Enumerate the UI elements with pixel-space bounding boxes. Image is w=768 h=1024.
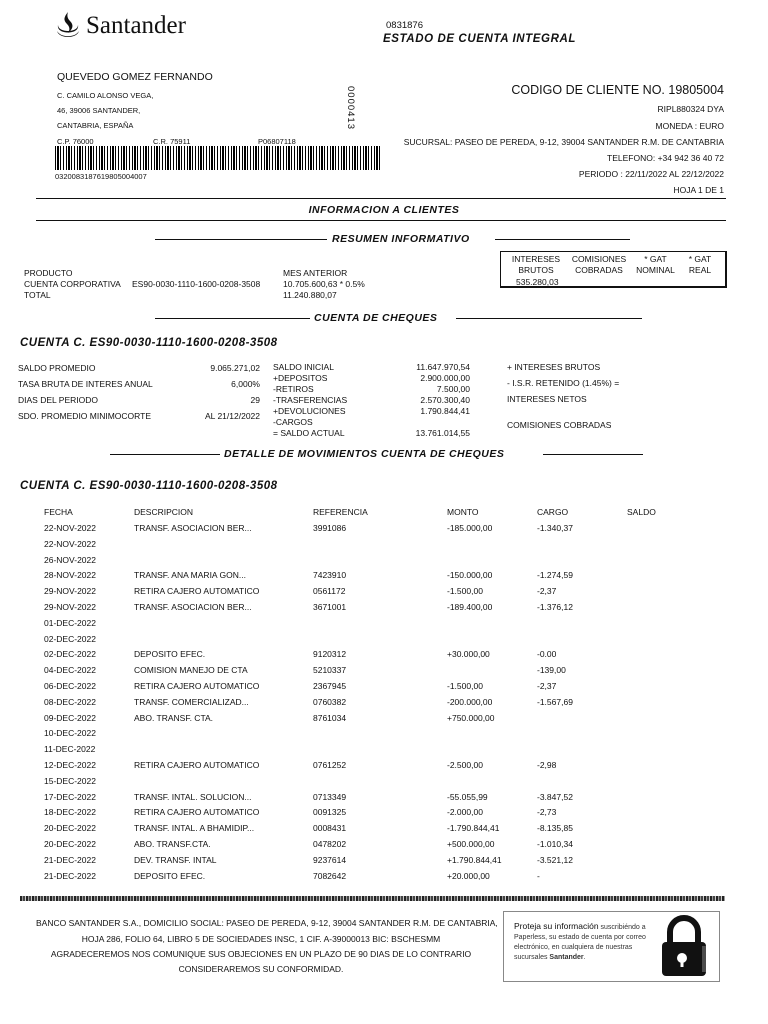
box-intereses-value: 535.280,03 <box>516 277 559 287</box>
balance-value: 2.900.000,00 <box>420 373 470 383</box>
table-row <box>0 697 768 713</box>
monto-cell: -1.500,00 <box>447 586 483 597</box>
stat-label: SALDO PROMEDIO <box>18 363 96 373</box>
promo-bold: Proteja su información <box>514 921 599 931</box>
right-intereses-netos: INTERESES NETOS <box>507 394 587 404</box>
table-row <box>0 555 768 571</box>
fecha-cell: 12-DEC-2022 <box>44 760 96 770</box>
table-row <box>0 839 768 855</box>
referencia-cell: 0478202 <box>313 839 347 849</box>
balance-value: 13.761.014,55 <box>415 428 470 438</box>
descripcion-cell: TRANSF. INTAL. A BHAMIDIP... <box>134 823 255 834</box>
promo-rest: suscribiéndo a Paperless, su estado de cuenta por correo electrónico, en cualquiera de nuestras sucursales <box>514 924 646 961</box>
table-row <box>0 792 768 808</box>
cargo-cell: -8.135,85 <box>537 823 573 834</box>
descripcion-cell: TRANSF. ASOCIACION BER... <box>134 602 252 612</box>
descripcion-cell: COMISION MANEJO DE CTA <box>134 665 248 676</box>
cargo-cell: -3.521,12 <box>537 854 573 865</box>
descripcion-cell: RETIRA CAJERO AUTOMATICO <box>134 807 260 818</box>
header-cargo: CARGO <box>537 507 569 517</box>
monto-cell: -185.000,00 <box>447 523 493 533</box>
descripcion-cell: ABO. TRANSF.CTA. <box>134 839 211 849</box>
table-row <box>0 776 768 792</box>
header-referencia: REFERENCIA <box>313 507 368 517</box>
descripcion-cell: DEPOSITO EFEC. <box>134 649 206 660</box>
monto-cell: -1.500,00 <box>447 681 483 691</box>
table-row <box>0 681 768 697</box>
cargo-cell: -2,98 <box>537 760 557 770</box>
stat-label: TASA BRUTA DE INTERES ANUAL <box>18 379 153 389</box>
monto-cell: +1.790.844,41 <box>447 854 502 865</box>
monto-cell: +20.000,00 <box>447 870 490 881</box>
cargo-cell: -1.010,34 <box>537 839 573 849</box>
mes-anterior-label: MES ANTERIOR <box>283 268 348 278</box>
box-header-comisiones: COMISIONES COBRADAS <box>571 254 627 275</box>
table-row <box>0 823 768 839</box>
document-title: ESTADO DE CUENTA INTEGRAL <box>383 33 577 45</box>
promo-brand: Santander <box>549 954 584 961</box>
santander-logo-text: Santander <box>86 12 186 39</box>
fecha-cell: 29-NOV-2022 <box>44 602 96 612</box>
fecha-cell: 08-DEC-2022 <box>44 696 96 707</box>
cuenta-number: ES90-0030-1110-1600-0208-3508 <box>132 279 261 289</box>
balance-label: = SALDO ACTUAL <box>273 428 345 438</box>
customer-name: QUEVEDO GOMEZ FERNANDO <box>57 71 213 83</box>
monto-cell: -189.400,00 <box>447 602 493 612</box>
header-descripcion: DESCRIPCION <box>134 507 194 517</box>
customer-address-line1: C. CAMILO ALONSO VEGA, <box>57 91 154 100</box>
right-comisiones-cobradas: COMISIONES COBRADAS <box>507 420 612 430</box>
footer-line4: CONSIDERAREMOS SU CONFORMIDAD. <box>178 964 344 974</box>
referencia-cell: 0713349 <box>313 791 347 802</box>
fecha-cell: 15-DEC-2022 <box>44 775 96 786</box>
table-row <box>0 871 768 887</box>
monto-cell: -150.000,00 <box>447 570 493 581</box>
fecha-cell: 17-DEC-2022 <box>44 791 96 802</box>
monto-cell: +500.000,00 <box>447 839 495 849</box>
table-row <box>0 760 768 776</box>
barcode-number: 0320083187619805004007 <box>55 172 147 181</box>
fecha-cell: 29-NOV-2022 <box>44 586 96 597</box>
cr-code: C.R. 75911 <box>153 137 191 146</box>
cargo-cell: - <box>537 870 540 881</box>
monto-cell: -2.500,00 <box>447 760 483 770</box>
divider <box>155 239 327 240</box>
table-row <box>0 539 768 555</box>
stat-value: 6,000% <box>231 379 260 389</box>
descripcion-cell: RETIRA CAJERO AUTOMATICO <box>134 586 260 597</box>
referencia-cell: 7082642 <box>313 870 347 881</box>
referencia-cell: 5210337 <box>313 665 347 676</box>
descripcion-cell: TRANSF. ANA MARIA GON... <box>134 570 246 581</box>
rfc: RIPL880324 DYA <box>657 104 724 114</box>
descripcion-cell: TRANSF. INTAL. SOLUCION... <box>134 791 252 802</box>
descripcion-cell: TRANSF. COMERCIALIZAD... <box>134 696 249 707</box>
document-number: 0831876 <box>386 20 423 31</box>
footer-line1: BANCO SANTANDER S.A., DOMICILIO SOCIAL: PASEO DE PEREDA, 9-12, 39004 SANTANDER R.M. DE CANTABRIA, <box>36 918 498 928</box>
balance-label: -RETIROS <box>273 384 314 394</box>
table-row <box>0 713 768 729</box>
footer-line3: AGRADECEREMOS NOS COMUNIQUE SUS OBJECIONES EN UN PLAZO DE 90 DIAS DE LO CONTRARIO <box>50 949 472 959</box>
box-header-gat-real: * GAT REAL <box>688 254 712 275</box>
cargo-cell: -3.847,52 <box>537 791 573 802</box>
vertical-document-code: 0000413 <box>345 86 356 130</box>
divider <box>456 318 642 319</box>
fecha-cell: 02-DEC-2022 <box>44 633 96 644</box>
balance-label: +DEPOSITOS <box>273 373 328 383</box>
fecha-cell: 21-DEC-2022 <box>44 870 96 881</box>
santander-flame-icon <box>55 11 81 39</box>
monto-cell: -2.000,00 <box>447 807 483 818</box>
total-value: 11.240.880,07 <box>283 290 337 300</box>
balance-label: -TRASFERENCIAS <box>273 395 348 405</box>
fecha-cell: 28-NOV-2022 <box>44 570 96 581</box>
fecha-cell: 22-NOV-2022 <box>44 523 96 533</box>
cargo-cell: -139,00 <box>537 665 566 676</box>
box-header-intereses: INTERESES BRUTOS <box>511 254 561 275</box>
page-number: HOJA 1 DE 1 <box>673 185 724 195</box>
cargo-cell: -1.567,69 <box>537 696 573 707</box>
table-row <box>0 744 768 760</box>
referencia-cell: 9237614 <box>313 854 347 865</box>
divider <box>155 318 310 319</box>
referencia-cell: 9120312 <box>313 649 347 660</box>
balance-value: 11.647.970,54 <box>416 362 470 372</box>
fecha-cell: 20-DEC-2022 <box>44 839 96 849</box>
branch: SUCURSAL: PASEO DE PEREDA, 9-12, 39004 SANTANDER R.M. DE CANTABRIA <box>403 137 724 147</box>
referencia-cell: 0760382 <box>313 696 347 707</box>
fecha-cell: 26-NOV-2022 <box>44 554 96 565</box>
fecha-cell: 10-DEC-2022 <box>44 728 96 739</box>
cargo-cell: -1.274,59 <box>537 570 573 581</box>
security-band <box>20 896 725 901</box>
table-row <box>0 523 768 539</box>
table-row <box>0 855 768 871</box>
divider <box>495 239 630 240</box>
section-detalle-movimientos: DETALLE DE MOVIMIENTOS CUENTA DE CHEQUES <box>224 448 505 460</box>
section-resumen: RESUMEN INFORMATIVO <box>332 233 470 245</box>
right-intereses-brutos: + INTERESES BRUTOS <box>507 362 601 372</box>
referencia-cell: 7423910 <box>313 570 347 581</box>
reference-code: P06807118 <box>258 137 296 146</box>
balance-label: -CARGOS <box>273 417 313 427</box>
referencia-cell: 3671001 <box>313 602 347 612</box>
currency: MONEDA : EURO <box>655 121 724 131</box>
divider <box>110 454 220 455</box>
fecha-cell: 01-DEC-2022 <box>44 617 96 628</box>
monto-cell: +750.000,00 <box>447 712 495 723</box>
stat-value: 29 <box>250 395 260 405</box>
fecha-cell: 09-DEC-2022 <box>44 712 96 723</box>
cargo-cell: -2,37 <box>537 681 557 691</box>
divider <box>543 454 643 455</box>
postal-code: C.P. 76000 <box>57 137 94 146</box>
referencia-cell: 3991086 <box>313 523 347 533</box>
stat-label: DIAS DEL PERIODO <box>18 395 98 405</box>
section-cuenta-cheques: CUENTA DE CHEQUES <box>314 312 438 324</box>
table-row <box>0 665 768 681</box>
descripcion-cell: ABO. TRANSF. CTA. <box>134 712 214 723</box>
customer-address-line2: 46, 39006 SANTANDER, <box>57 106 141 115</box>
fecha-cell: 11-DEC-2022 <box>44 744 96 755</box>
cargo-cell: -1.376,12 <box>537 602 573 612</box>
checking-account-title: CUENTA C. ES90-0030-1110-1600-0208-3508 <box>20 337 278 349</box>
monto-cell: +30.000,00 <box>447 649 490 660</box>
cargo-cell: -2,73 <box>537 807 557 818</box>
cargo-cell: -2,37 <box>537 586 557 597</box>
box-header-gat-nominal: * GAT NOMINAL <box>636 254 675 275</box>
referencia-cell: 0091325 <box>313 807 347 818</box>
referencia-cell: 0761252 <box>313 760 347 770</box>
table-row <box>0 586 768 602</box>
client-code: CODIGO DE CLIENTE NO. 19805004 <box>511 83 724 97</box>
fecha-cell: 22-NOV-2022 <box>44 538 96 549</box>
period: PERIODO : 22/11/2022 AL 22/12/2022 <box>578 169 724 179</box>
descripcion-cell: RETIRA CAJERO AUTOMATICO <box>134 681 260 691</box>
balance-label: +DEVOLUCIONES <box>273 406 346 416</box>
balance-value: 2.570.300,40 <box>420 395 470 405</box>
stat-value: 9.065.271,02 <box>210 363 260 373</box>
cargo-cell: -1.340,37 <box>537 523 573 533</box>
header-monto: MONTO <box>447 507 479 517</box>
descripcion-cell: DEPOSITO EFEC. <box>134 870 206 881</box>
customer-address-line3: CANTABRIA, ESPAÑA <box>57 121 134 130</box>
fecha-cell: 02-DEC-2022 <box>44 649 96 660</box>
divider <box>36 198 726 199</box>
referencia-cell: 2367945 <box>313 681 347 691</box>
balance-value: 1.790.844,41 <box>420 406 470 416</box>
descripcion-cell: TRANSF. ASOCIACION BER... <box>134 523 252 533</box>
promo-end: . <box>583 954 586 961</box>
table-row <box>0 649 768 665</box>
movements-account-title: CUENTA C. ES90-0030-1110-1600-0208-3508 <box>20 480 278 492</box>
divider <box>36 220 726 221</box>
fecha-cell: 04-DEC-2022 <box>44 665 96 676</box>
header-fecha: FECHA <box>44 507 73 517</box>
monto-cell: -55.055,99 <box>447 791 488 802</box>
cuenta-label: CUENTA CORPORATIVA <box>24 279 121 289</box>
fecha-cell: 06-DEC-2022 <box>44 681 96 691</box>
table-row <box>0 618 768 634</box>
table-row <box>0 634 768 650</box>
fecha-cell: 21-DEC-2022 <box>44 854 96 865</box>
header-saldo: SALDO <box>627 507 656 517</box>
right-isr-retenido: - I.S.R. RETENIDO (1.45%) = <box>507 378 620 388</box>
balance-value: 7.500,00 <box>436 384 470 394</box>
phone: TELEFONO: +34 942 36 40 72 <box>607 153 724 163</box>
total-label: TOTAL <box>24 290 51 300</box>
monto-cell: -1.790.844,41 <box>447 823 500 834</box>
stat-label: SDO. PROMEDIO MINIMOCORTE <box>18 411 152 421</box>
table-row <box>0 807 768 823</box>
cargo-cell: -0.00 <box>537 649 557 660</box>
paperless-promo-text <box>514 921 652 963</box>
table-row <box>0 728 768 744</box>
descripcion-cell: RETIRA CAJERO AUTOMATICO <box>134 760 260 770</box>
descripcion-cell: DEV. TRANSF. INTAL <box>134 854 217 865</box>
fecha-cell: 20-DEC-2022 <box>44 823 96 834</box>
stat-value: AL 21/12/2022 <box>205 411 260 421</box>
movements-header-row <box>0 507 768 523</box>
fecha-cell: 18-DEC-2022 <box>44 807 96 818</box>
barcode <box>55 146 380 170</box>
table-row <box>0 570 768 586</box>
balance-label: SALDO INICIAL <box>273 362 334 372</box>
referencia-cell: 0008431 <box>313 823 347 834</box>
producto-label: PRODUCTO <box>24 268 73 278</box>
referencia-cell: 8761034 <box>313 712 347 723</box>
padlock-icon <box>658 914 710 978</box>
mes-anterior-value: 10.705.600,63 * 0.5% <box>283 279 365 289</box>
referencia-cell: 0561172 <box>313 586 346 597</box>
footer-line2: HOJA 286, FOLIO 64, LIBRO 5 DE SOCIEDADES INSC, 1 CIF. A-39000013 BIC: BSCHESMM <box>81 934 441 944</box>
section-info-clientes: INFORMACION A CLIENTES <box>308 204 460 216</box>
monto-cell: -200.000,00 <box>447 696 493 707</box>
table-row <box>0 602 768 618</box>
